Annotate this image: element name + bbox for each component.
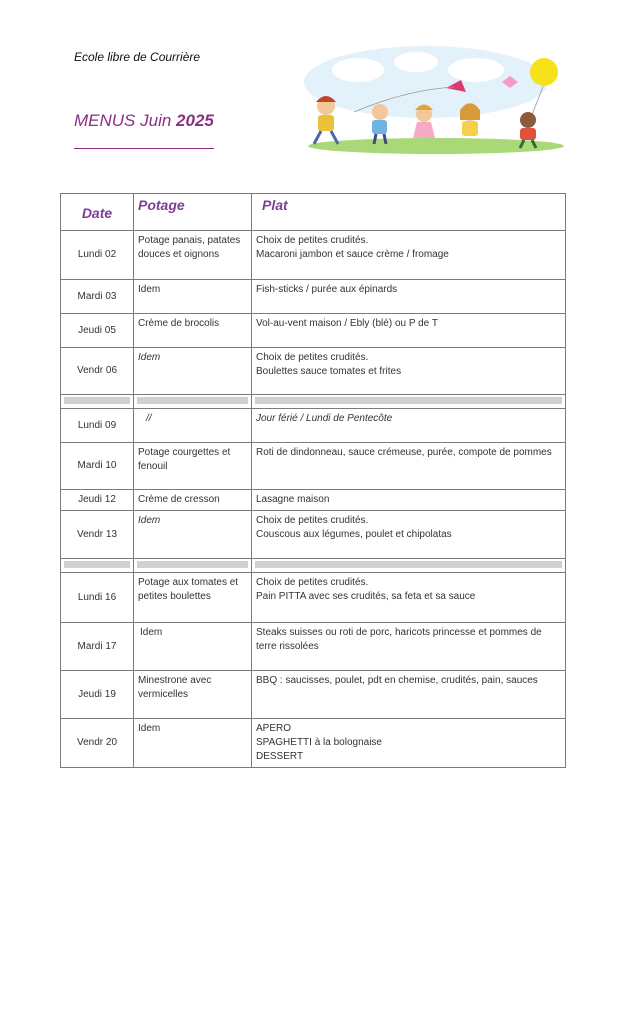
plat-line: Choix de petites crudités. [256, 235, 369, 246]
potage-cell: Idem [134, 623, 252, 671]
potage-cell: Minestrone avec vermicelles [134, 671, 252, 719]
plat-line: Boulettes sauce tomates et frites [256, 366, 402, 377]
day-cell: Mardi 03 [61, 280, 134, 314]
plat-cell: Steaks suisses ou roti de porc, haricots princesse et pommes de terre rissolées [252, 623, 566, 671]
potage-cell: Crème de cresson [134, 490, 252, 511]
children-kite-illustration [296, 40, 564, 158]
table-row [61, 409, 566, 443]
header-potage: Potage [134, 194, 252, 231]
day-cell: Jeudi 05 [61, 314, 134, 348]
plat-cell: Jour férié / Lundi de Pentecôte [252, 409, 566, 443]
potage-cell: Potage courgettes et fenouil [134, 443, 252, 490]
plat-line: APERO [256, 723, 292, 734]
plat-cell: BBQ : saucisses, poulet, pdt en chemise, crudités, pain, sauces [252, 671, 566, 719]
header-plat: Plat [252, 194, 566, 231]
menu-table [60, 193, 566, 768]
potage-cell: Potage panais, patates douces et oignons [134, 231, 252, 280]
table-row [61, 623, 566, 671]
day-cell: Lundi 16 [61, 573, 134, 623]
plat-cell: Roti de dindonneau, sauce crémeuse, purée, compote de pommes [252, 443, 566, 490]
plat-cell: Lasagne maison [252, 490, 566, 511]
potage-cell: Idem [134, 280, 252, 314]
potage-cell: Idem [134, 511, 252, 559]
plat-line: Couscous aux légumes, poulet et chipolatas [256, 529, 452, 540]
day-cell: Vendr 06 [61, 348, 134, 395]
potage-cell: Crème de brocolis [134, 314, 252, 348]
plat-cell [252, 511, 566, 559]
plat-cell [252, 719, 566, 768]
plat-cell: Vol-au-vent maison / Ebly (blé) ou P de T [252, 314, 566, 348]
plat-line: Macaroni jambon et sauce crème / fromage [256, 249, 449, 260]
plat-line: Choix de petites crudités. [256, 515, 369, 526]
page-title [74, 111, 214, 131]
plat-line: Pain PITTA avec ses crudités, sa feta et sa sauce [256, 591, 476, 602]
potage-cell: Idem [134, 348, 252, 395]
week-separator [61, 395, 566, 409]
school-name: Ecole libre de Courrière [74, 50, 201, 64]
day-cell: Jeudi 19 [61, 671, 134, 719]
title-year: 2025 [176, 111, 214, 130]
header-date: Date [61, 194, 134, 231]
potage-cell: Potage aux tomates et petites boulettes [134, 573, 252, 623]
day-cell: Vendr 20 [61, 719, 134, 768]
plat-line: SPAGHETTI à la bolognaise [256, 737, 382, 748]
table-row [61, 490, 566, 511]
table-row [61, 671, 566, 719]
title-underline [74, 148, 214, 149]
plat-line: Choix de petites crudités. [256, 352, 369, 363]
day-cell: Lundi 02 [61, 231, 134, 280]
day-cell: Vendr 13 [61, 511, 134, 559]
table-row [61, 314, 566, 348]
table-row [61, 511, 566, 559]
title-main: MENUS Juin [74, 111, 172, 130]
plat-line: Choix de petites crudités. [256, 577, 369, 588]
plat-cell: Fish-sticks / purée aux épinards [252, 280, 566, 314]
table-row [61, 231, 566, 280]
plat-cell [252, 231, 566, 280]
day-cell: Mardi 17 [61, 623, 134, 671]
week-separator [61, 559, 566, 573]
table-row [61, 573, 566, 623]
potage-cell: Idem [134, 719, 252, 768]
day-cell: Mardi 10 [61, 443, 134, 490]
table-row [61, 348, 566, 395]
table-row [61, 443, 566, 490]
table-row [61, 719, 566, 768]
potage-cell: // [134, 409, 252, 443]
day-cell: Jeudi 12 [61, 490, 134, 511]
plat-line: DESSERT [256, 751, 304, 762]
day-cell: Lundi 09 [61, 409, 134, 443]
plat-cell [252, 348, 566, 395]
table-row [61, 280, 566, 314]
plat-cell [252, 573, 566, 623]
table-header-row [61, 194, 566, 231]
